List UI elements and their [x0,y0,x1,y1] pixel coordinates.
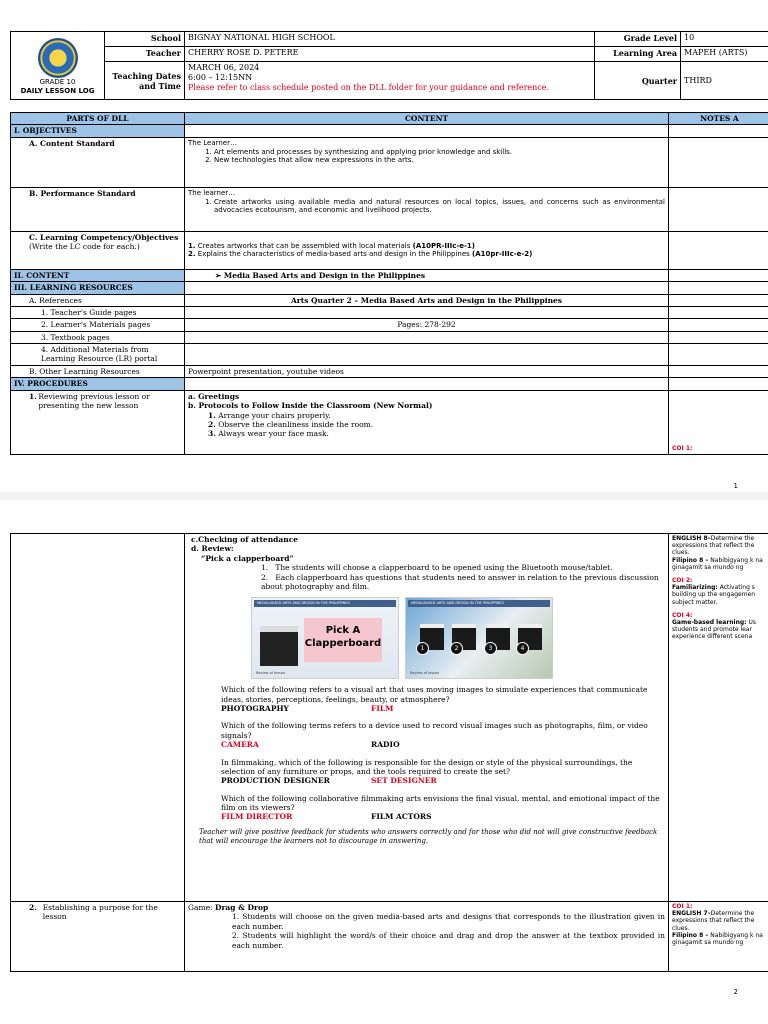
answer-correct: CAMERA [221,740,259,750]
references-label: A. References [11,294,185,306]
performance-standard-item: 1. Create artworks using available media and natural resources on local topics, issues, and concerns such as environmental advocacies ecotourism, and economic and livelihood projects. [214,198,665,216]
competency-1: 1. Creates artworks that can be assembled with local materials (A10PR-IIIc-e-1) [188,241,475,250]
clapperboard-number[interactable]: 3 [484,642,497,655]
dll-table-page1 [10,112,768,455]
clapperboard-number[interactable]: 1 [416,642,429,655]
other-resources-value: Powerpoint presentation, youtube videos [185,366,669,378]
teachers-guide-value [185,306,669,318]
performance-standard-notes [669,187,768,231]
page-number-2: 2 [733,988,738,996]
review-heading: d. Review: [191,544,234,554]
answer-option: RADIO [371,740,400,750]
school-logo-cell [11,32,105,100]
teachers-guide-notes [669,306,768,318]
slide-clapperboards [405,597,553,679]
learning-area-label: Learning Area [595,47,681,62]
slide-2-bar: MEDIA-BASED ARTS AND DESIGN IN THE PHILIPPINES [408,600,550,607]
coi1-label: COI 1: [672,445,693,453]
question: Which of the following terms refers to a device used to record visual images such as photographs, film, or video signals? [221,721,648,740]
clapperboard-number[interactable]: 2 [450,642,463,655]
learners-materials-value: Pages: 278-292 [185,319,669,331]
teaching-dates-label: Teaching Dates and Time [105,62,185,100]
school-value: BIGNAY NATIONAL HIGH SCHOOL [185,32,595,47]
slide-1-title: Pick A Clapperboard [304,618,382,662]
procedure-1-cont-label [11,534,185,902]
other-resources-notes [669,366,768,378]
dll-caption: DAILY LESSON LOG [20,86,95,95]
question: Which of the following refers to a visual art that uses moving images to simulate experiences that communicate ideas, stories, perceptions, feelings, beauty, or atmosphere? [221,685,648,704]
game-steps [188,912,665,950]
slide-1-bar: MEDIA-BASED ARTS AND DESIGN IN THE PHILIPPINES [254,600,396,607]
competency-label: C. Learning Competency/Objectives [29,232,179,242]
grade-caption: GRADE 10 [39,77,76,86]
slide-thumbnails [251,597,665,679]
content-heading: II. CONTENT [11,269,185,281]
performance-standard-intro: The learner… [188,188,236,197]
procedure-2-label: 2. Establishing a purpose for the lesson [11,902,185,972]
game-step: 1. Students will choose on the given media-based arts and designs that corresponds to the illustration given in each number. [232,912,665,931]
question: In filmmaking, which of the following is responsible for the design or style of the physical surroundings, the selection of any furniture or props, and the tools required to create the set? [221,757,633,776]
page-number-1: 1 [733,482,738,490]
content-standard-value [185,137,669,187]
procedures-content [185,378,669,390]
performance-standard-value [185,187,669,231]
content-standard-notes [669,137,768,187]
slide-1-caption: Review of lesson [256,670,286,675]
game-step: 2. Students will highlight the word/s of their choice and drag and drop the answer at the textbox provided in each number. [232,931,665,950]
dll-table-page2 [10,533,768,972]
objectives-content [185,125,669,137]
answer-correct: FILM [371,704,394,713]
slide-pick-clapperboard [251,597,399,679]
header-table [10,31,768,100]
answer-option: PHOTOGRAPHY [221,704,289,713]
teaching-dates-value [185,62,595,100]
protocol-item: Always wear your face mask. [218,429,329,439]
game-label: Game: [188,903,213,912]
objectives-notes [669,125,768,137]
school-label: School [105,32,185,47]
procedure-1-content [185,390,669,454]
resources-content [185,282,669,294]
teacher-label: Teacher [105,47,185,62]
competency-2: 2. Explains the characteristics of media-based arts and design in the Philippines (A10pr-IIIc-e-2) [188,250,533,259]
question: Which of the following collaborative filmmaking arts envisions the final visual, mental, and emotional impact of the film on its viewers? [221,793,660,812]
procedures-heading: IV. PROCEDURES [11,378,185,390]
additional-materials-value [185,344,669,366]
answer-option: PRODUCTION DESIGNER [221,776,330,786]
textbook-label: 3. Textbook pages [11,331,185,343]
teaching-date: MARCH 06, 2024 [188,63,260,72]
answer-correct: SET DESIGNER [371,776,437,786]
content-standard-item: 2. New technologies that allow new expressions in the arts. [214,156,665,165]
procedure-1-notes [669,390,768,454]
performance-standard-label: B. Performance Standard [11,187,185,231]
references-value: Arts Quarter 2 – Media Based Arts and Design in the Philippines [185,294,669,306]
competency-label-cell [11,231,185,269]
content-topic: ➢ Media Based Arts and Design in the Philippines [185,269,669,281]
protocol-list: 1. Arrange your chairs properly. 2. Observe the cleanliness inside the room. 3. Always wear your face mask. [208,410,374,439]
school-seal-icon [38,38,78,78]
objectives-heading: I. OBJECTIVES [11,125,185,137]
references-notes [669,294,768,306]
quarter-label: Quarter [595,62,681,100]
textbook-value [185,331,669,343]
game-title: Drag & Drop [214,903,269,912]
additional-materials-notes [669,344,768,366]
procedure-1-label: 1. Reviewing previous lesson or presenting the new lesson [11,390,185,454]
feedback-note: Teacher will give positive feedback for students who answers correctly and for those who did not will give constructive feedback that will encourage the learners not to discourage in answering. [199,827,658,845]
learners-materials-notes [669,319,768,331]
greetings: a. Greetings [188,391,240,401]
learning-area-value: MAPEH (ARTS) [681,47,768,62]
quarter-value: THIRD [681,62,768,100]
col-notes: NOTES A [669,113,768,125]
competency-value [185,231,669,269]
textbook-notes [669,331,768,343]
answer-option: FILM ACTORS [371,812,432,822]
question-block-2 [191,721,665,749]
teaching-time: 6:00 – 12:15NN [188,73,253,82]
pick-title: “Pick a clapperboard” [201,553,294,563]
procedure-2-content [185,902,669,972]
answer-correct: FILM DIRECTOR [221,812,293,822]
dates-note: Please refer to class schedule posted on the DLL folder for your guidance and reference. [188,83,550,92]
additional-materials-label: 4. Additional Materials from Learning Resource (LR) portal [11,344,185,366]
pick-step-1: 1. The students will choose a clapperboard to be opened using the Bluetooth mouse/tablet. [261,563,613,573]
protocols: b. Protocols to Follow Inside the Classroom (New Normal) [188,401,433,411]
question-block-4 [191,794,665,822]
review-content [185,534,669,902]
notes-procedure-1: ENGLISH 8–Determine the expressions that reflect the clues. Filipino 8 – Nabibigyang k na ginagamit sa mundo ng COI 2: Familiarizing: Activating s building up the engagemen subject matter. COI 4: Game-based learning: Us students and promote lear experience different scena [669,534,768,902]
col-parts: PARTS OF DLL [11,113,185,125]
resources-heading: III. LEARNING RESOURCES [11,282,185,294]
clapperboard-icon [260,626,298,666]
content-standard-item: 1. Art elements and processes by synthesizing and applying prior knowledge and skills. [214,148,665,157]
page-1 [0,0,768,500]
pick-steps [191,563,665,591]
protocol-item: Arrange your chairs properly. [218,410,331,420]
question-block-1 [191,685,665,713]
teachers-guide-label: 1. Teacher's Guide pages [11,306,185,318]
attendance: c.Checking of attendance [191,535,299,544]
competency-note: (Write the LC code for each.) [29,242,140,252]
arrow-bullet-icon: ➢ [215,270,224,280]
protocol-item: Observe the cleanliness inside the room. [218,419,374,429]
question-block-3 [191,758,665,786]
grade-level-value: 10 [681,32,768,47]
other-resources-label: B. Other Learning Resources [11,366,185,378]
resources-notes [669,282,768,294]
competency-notes [669,231,768,269]
clapperboard-number[interactable]: 4 [516,642,529,655]
content-standard-intro: The Learner… [188,138,237,147]
teacher-value: CHERRY ROSE D. PETERE [185,47,595,62]
slide-2-caption: Review of lesson [410,670,440,675]
procedures-notes [669,378,768,390]
col-content: CONTENT [185,113,669,125]
pick-step-2: 2. Each clapperboard has questions that students need to answer in relation to the previous discussion about photography and film. [261,572,659,591]
content-standard-label: A. Content Standard [11,137,185,187]
learners-materials-label: 2. Learner's Materials pages [11,319,185,331]
page-2 [0,500,768,1024]
grade-level-label: Grade Level [595,32,681,47]
content-notes [669,269,768,281]
notes-procedure-2: COI 1: ENGLISH 7–Determine the expressions that reflect the clues. Filipino 8 – Nabibigyang k na ginagamit sa mundo ng [669,902,768,972]
